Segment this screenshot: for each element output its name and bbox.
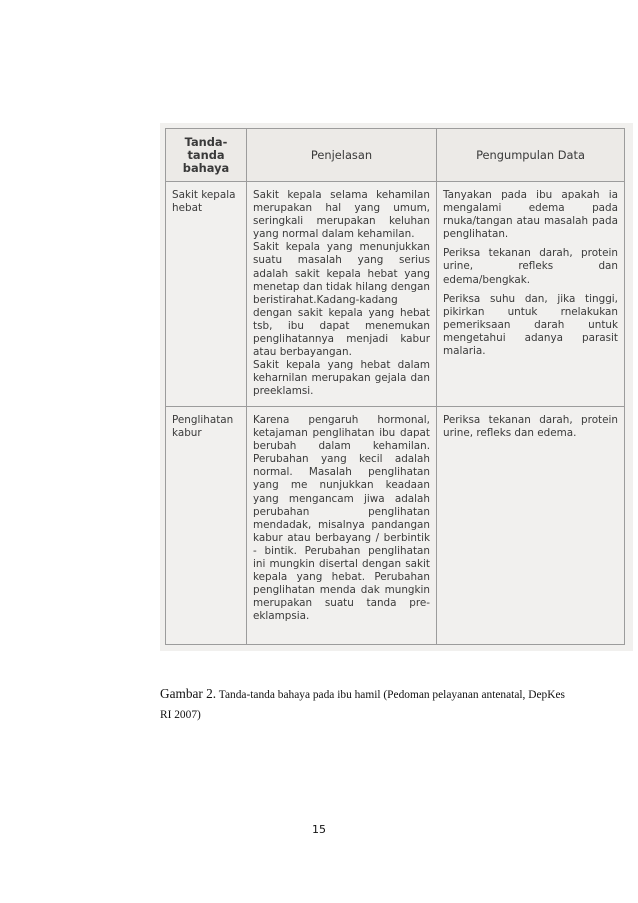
table-row bbox=[166, 407, 625, 645]
header-penjelasan: Penjelasan bbox=[247, 129, 437, 182]
data-paragraph: Tanyakan pada ibu apakah ia mengalami edema pada rnuka/tangan atau masalah pada penglihatan. bbox=[443, 189, 618, 241]
data-paragraph: Periksa suhu dan, jika tinggi, pikirkan untuk rnelakukan pemeriksaan darah untuk mengetahui adanya parasit malaria. bbox=[443, 292, 618, 358]
caption-text: Tanda-tanda bahaya pada ibu hamil (Pedoman pelayanan antenatal, DepKes bbox=[218, 689, 565, 701]
data-cell bbox=[437, 182, 625, 407]
data-paragraph: Periksa tekanan darah, protein urine, refleks dan edema/bengkak. bbox=[443, 247, 618, 286]
caption-label: Gambar 2. bbox=[160, 686, 217, 701]
caption-continuation: RI 2007) bbox=[160, 709, 201, 721]
table-header-row bbox=[166, 129, 625, 182]
explanation-paragraph: Sakit kepala yang hebat dalam keharnilan merupakan gejala dan preeklamsi. bbox=[253, 359, 430, 398]
data-paragraph: Periksa tekanan darah, protein urine, refleks dan edema. bbox=[443, 414, 618, 440]
explanation-paragraph: Sakit kepala yang menunjukkan suatu masalah yang serius adalah sakit kepala hebat yang menetap dan tidak hilang dengan beristirahat.Kadang-kadang dengan sakit kepala yang hebat tsb, ibu dapat menemukan penglihatannya menjadi kabur atau berbayangan. bbox=[253, 241, 430, 359]
explanation-paragraph: Sakit kepala selama kehamilan merupakan hal yang umum, seringkali merupakan keluhan yang normal dalam kehamilan. bbox=[253, 189, 430, 241]
danger-signs-table bbox=[165, 128, 625, 645]
table-row bbox=[166, 182, 625, 407]
sign-cell: Sakit kepala hebat bbox=[166, 182, 247, 407]
sign-cell: Penglihatan kabur bbox=[166, 407, 247, 645]
header-pengumpulan-data: Pengumpulan Data bbox=[437, 129, 625, 182]
data-cell bbox=[437, 407, 625, 645]
explanation-cell bbox=[247, 407, 437, 645]
header-tanda-tanda-bahaya: Tanda-tanda bahaya bbox=[166, 129, 247, 182]
explanation-cell bbox=[247, 182, 437, 407]
explanation-paragraph: Karena pengaruh hormonal, ketajaman penglihatan ibu dapat berubah dalam kehamilan. Perubahan yang kecil adalah normal. Masalah penglihatan yang me nunjukkan keadaan yang mengancam jiwa adalah perubahan penglihatan mendadak, misalnya pandangan kabur atau berbayang / berbintik - bintik. Perubahan penglihatan ini mungkin disertal dengan sakit kepala yang hebat. Perubahan penglihatan menda dak mungkin merupakan suatu tanda pre-eklampsia. bbox=[253, 414, 430, 623]
page-number: 15 bbox=[312, 823, 326, 836]
figure-caption bbox=[160, 686, 620, 702]
